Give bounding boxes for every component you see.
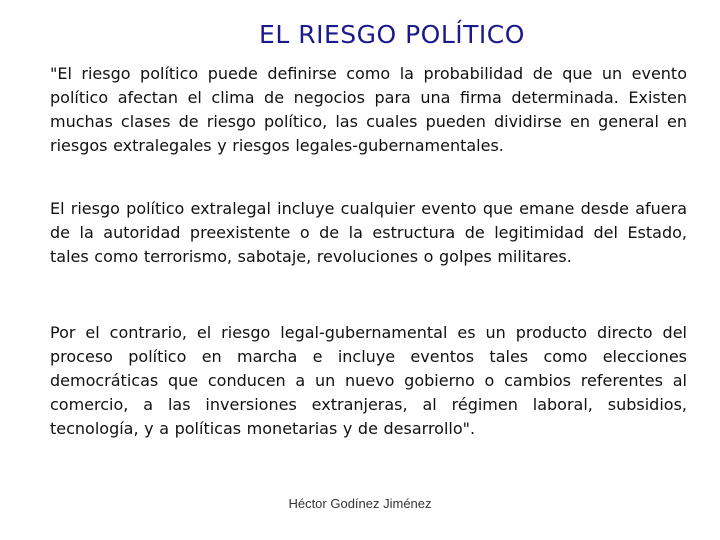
paragraph-legal-gubernamental: Por el contrario, el riesgo legal-gubernamental es un producto directo del proceso político en marcha e incluye eventos tales como elecciones democráticas que conducen a un nuevo gobierno o cambios referentes al comercio, a las inversiones extranjeras, al régimen laboral, subsidios, tecnología, y a políticas monetarias y de desarrollo". (50, 323, 687, 438)
slide-title: EL RIESGO POLÍTICO (259, 20, 525, 49)
paragraph-extralegal: El riesgo político extralegal incluye cualquier evento que emane desde afuera de la autoridad preexistente o de la estructura de legitimidad del Estado, tales como terrorismo, sabotaje, revoluciones o golpes militares. (50, 199, 687, 266)
paragraph-definition: "El riesgo político puede definirse como la probabilidad de que un evento político afectan el clima de negocios para una firma determinada. Existen muchas clases de riesgo político, las cuales pueden dividirse en general en riesgos extralegales y riesgos legales-gubernamentales. (50, 64, 687, 155)
author-footer: Héctor Godínez Jiménez (288, 496, 432, 511)
